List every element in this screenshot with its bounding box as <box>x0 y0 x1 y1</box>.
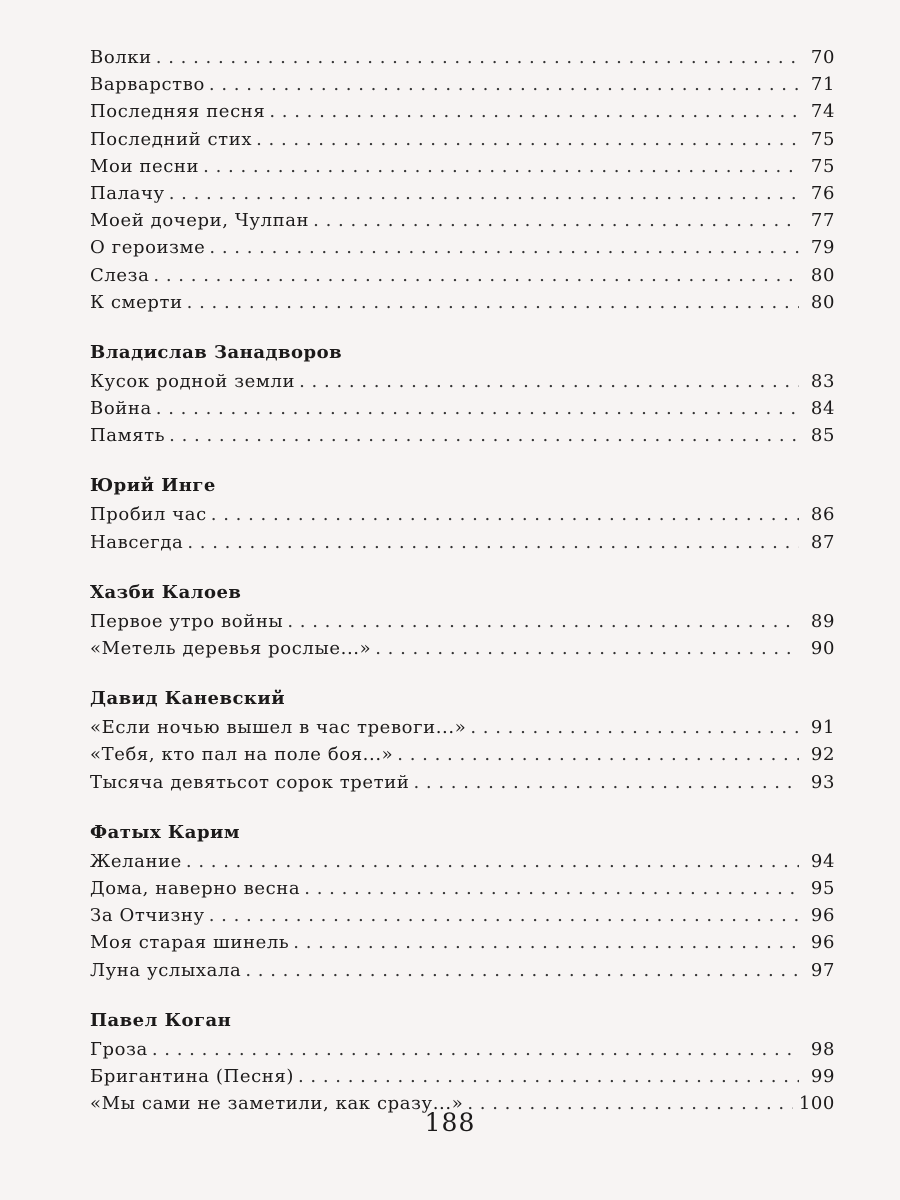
toc-entry <box>90 207 835 234</box>
author-heading: Владислав Занадворов <box>90 341 343 363</box>
toc-section <box>90 818 835 984</box>
entry-page-number: 76 <box>810 182 835 204</box>
toc-entry <box>90 422 835 449</box>
entry-page-number: 96 <box>810 932 835 954</box>
entry-page-number: 99 <box>810 1065 835 1087</box>
entry-title: Моя старая шинель <box>90 932 290 954</box>
entry-page-number: 80 <box>810 264 835 286</box>
toc-entry <box>90 957 835 984</box>
toc-section <box>90 1006 835 1118</box>
entry-page-number: 97 <box>810 959 835 981</box>
dot-leader <box>187 289 799 316</box>
dot-leader <box>245 957 799 984</box>
dot-leader <box>413 769 799 796</box>
dot-leader <box>304 875 799 902</box>
toc-entry <box>90 368 835 395</box>
entry-title: Пробил час <box>90 504 207 526</box>
dot-leader <box>209 902 799 929</box>
author-heading: Юрий Инге <box>90 475 216 497</box>
dot-leader <box>203 153 799 180</box>
toc-entry <box>90 289 835 316</box>
entry-page-number: 90 <box>810 638 835 659</box>
dot-leader <box>153 262 799 289</box>
entry-page-number: 91 <box>810 717 835 739</box>
entry-page-number: 96 <box>810 905 835 927</box>
dot-leader <box>313 207 799 234</box>
entry-title: Моей дочери, Чулпан <box>90 210 310 232</box>
toc-entry <box>90 395 835 422</box>
entry-page-number: 79 <box>810 237 835 259</box>
page-number: 188 <box>424 1108 476 1137</box>
entry-page-number: 74 <box>810 101 835 123</box>
toc-entry <box>90 529 835 556</box>
dot-leader <box>397 741 799 768</box>
toc-entry <box>90 769 835 796</box>
entry-page-number: 75 <box>810 128 835 150</box>
toc-section <box>90 471 835 555</box>
toc-entry <box>90 714 835 741</box>
entry-page-number: 94 <box>810 850 835 872</box>
dot-leader <box>470 714 799 741</box>
dot-leader <box>169 180 799 207</box>
dot-leader <box>293 929 799 956</box>
entry-title: Луна услыхала <box>90 959 242 981</box>
dot-leader <box>169 422 799 449</box>
toc-entry <box>90 44 835 71</box>
dot-leader <box>256 126 799 153</box>
dot-leader <box>287 608 799 635</box>
toc-section <box>90 578 835 662</box>
toc-entry <box>90 153 835 180</box>
entry-title: Желание <box>90 850 182 872</box>
dot-leader <box>156 44 799 71</box>
author-heading: Хазби Калоев <box>90 581 242 603</box>
entry-title: Волки <box>90 47 152 68</box>
toc-section <box>90 44 835 316</box>
entry-title: Память <box>90 425 166 447</box>
toc-entry <box>90 1063 835 1090</box>
entry-page-number: 92 <box>810 744 835 766</box>
toc-entry <box>90 262 835 289</box>
entry-title: К смерти <box>90 291 183 313</box>
dot-leader <box>186 848 799 875</box>
entry-page-number: 84 <box>810 398 835 420</box>
entry-page-number: 85 <box>810 425 835 447</box>
toc-entry <box>90 902 835 929</box>
dot-leader <box>152 1036 799 1063</box>
dot-leader <box>298 1063 799 1090</box>
entry-title: Мои песни <box>90 155 200 177</box>
toc-entry <box>90 608 835 635</box>
dot-leader <box>299 368 799 395</box>
entry-title: «Тебя, кто пал на поле боя...» <box>90 744 394 766</box>
author-heading: Павел Коган <box>90 1009 232 1031</box>
toc-entry <box>90 71 835 98</box>
entry-page-number: 86 <box>810 504 835 526</box>
dot-leader <box>156 395 799 422</box>
dot-leader <box>269 98 799 125</box>
author-heading: Фатых Карим <box>90 821 241 843</box>
entry-title: Первое утро войны <box>90 610 284 632</box>
entry-title: Кусок родной земли <box>90 370 296 392</box>
author-heading: Давид Каневский <box>90 688 286 710</box>
entry-title: Варварство <box>90 74 205 96</box>
entry-title: Тысяча девятьсот сорок третий <box>90 771 410 793</box>
toc-entry <box>90 848 835 875</box>
entry-page-number: 98 <box>810 1038 835 1060</box>
entry-title: Палачу <box>90 182 165 204</box>
dot-leader <box>209 234 799 261</box>
toc-entry <box>90 98 835 125</box>
entry-page-number: 70 <box>810 47 835 68</box>
entry-title: Война <box>90 398 152 420</box>
dot-leader <box>187 529 799 556</box>
entry-page-number: 83 <box>810 370 835 392</box>
entry-page-number: 80 <box>810 291 835 313</box>
toc-entry <box>90 875 835 902</box>
dot-leader <box>211 501 799 528</box>
toc-entry <box>90 635 835 662</box>
table-of-contents <box>90 44 835 1117</box>
entry-page-number: 89 <box>810 610 835 632</box>
dot-leader <box>375 635 799 662</box>
entry-title: Бригантина (Песня) <box>90 1065 294 1087</box>
entry-page-number: 95 <box>810 877 835 899</box>
toc-entry <box>90 501 835 528</box>
entry-page-number: 71 <box>810 74 835 96</box>
toc-section <box>90 338 835 450</box>
toc-section <box>90 684 835 796</box>
entry-title: Слеза <box>90 264 150 286</box>
entry-title: Последний стих <box>90 128 253 150</box>
entry-page-number: 87 <box>810 531 835 553</box>
entry-title: Последняя песня <box>90 101 266 123</box>
entry-page-number: 75 <box>810 155 835 177</box>
entry-page-number: 77 <box>810 210 835 232</box>
entry-page-number: 93 <box>810 771 835 793</box>
toc-entry <box>90 126 835 153</box>
toc-entry <box>90 180 835 207</box>
entry-page-number: 100 <box>798 1093 835 1115</box>
entry-title: Дома, наверно весна <box>90 877 301 899</box>
toc-entry <box>90 1036 835 1063</box>
dot-leader <box>209 71 799 98</box>
entry-title: Навсегда <box>90 531 184 553</box>
toc-entry <box>90 741 835 768</box>
toc-entry <box>90 234 835 261</box>
entry-title: «Метель деревья рослые...» <box>90 638 372 659</box>
entry-title: «Мы сами не заметили, как сразу...» <box>90 1093 464 1115</box>
entry-title: «Если ночью вышел в час тревоги...» <box>90 717 467 739</box>
toc-entry <box>90 929 835 956</box>
entry-title: За Отчизну <box>90 905 205 927</box>
entry-title: О героизме <box>90 237 206 259</box>
entry-title: Гроза <box>90 1038 148 1060</box>
